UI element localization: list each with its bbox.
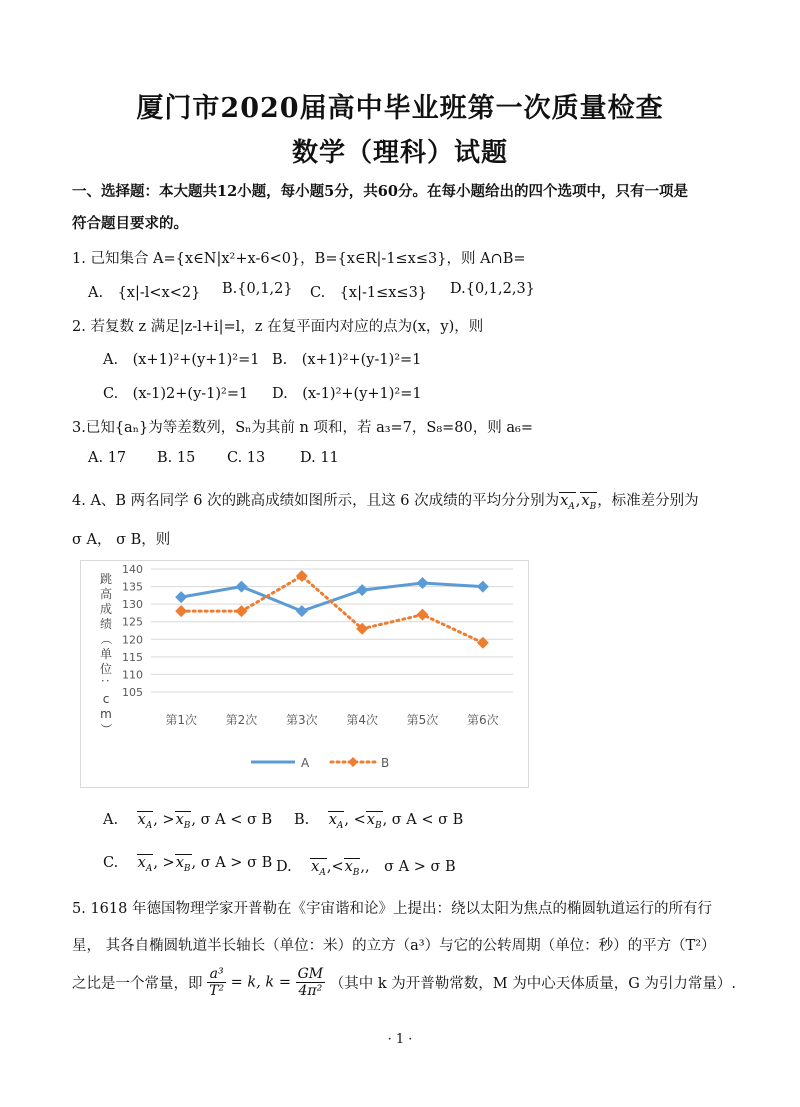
- data-point-B: [417, 609, 429, 621]
- section-heading: 一、选择题：本大题共12小题，每小题5分，共60分。在每小题给出的四个选项中，只有一项是: [72, 183, 688, 200]
- q2-option-d: D. (x-1)²+(y+1)²=1: [272, 386, 422, 402]
- q2-option-a: A. (x+1)²+(y+1)²=1: [103, 352, 260, 368]
- data-point-A: [356, 584, 368, 596]
- y-axis-label-char: 绩: [99, 617, 113, 631]
- q5-line2: 星， 其各自椭圆轨道半长轴长（单位：米）的立方（a³）与它的公转周期（单位：秒）的平方（T²）: [72, 938, 716, 954]
- data-point-A: [175, 591, 187, 603]
- data-point-B: [296, 570, 308, 582]
- y-axis-label-char: 高: [99, 587, 113, 601]
- mean-b: $x_B$: [581, 493, 597, 512]
- formula-fraction-2: $\frac{GM}{\text{4π²}}$: [297, 966, 324, 999]
- y-tick-label: 105: [122, 686, 143, 699]
- q4-option-c: C. $x_A$, $>x_B$, σ A > σ B: [103, 855, 273, 874]
- q2-option-b: B. (x+1)²+(y-1)²=1: [272, 352, 422, 368]
- y-tick-label: 115: [122, 650, 143, 664]
- data-point-A: [477, 581, 489, 593]
- q3-option-b: B. 15: [157, 450, 196, 466]
- q4-stem-text-a: 4. A、B 两名同学 6 次的跳高成绩如图所示，且这 6 次成绩的平均分分别为: [72, 493, 560, 509]
- y-axis-label-char: c: [102, 692, 110, 706]
- q1-option-a: A. {x|-l<x<2}: [88, 285, 201, 301]
- y-tick-label: 125: [122, 615, 143, 629]
- section-heading-cont: 符合题目要求的。: [72, 215, 188, 232]
- data-point-B: [477, 637, 489, 649]
- x-tick-label: 第3次: [286, 713, 318, 727]
- x-tick-label: 第6次: [467, 713, 499, 727]
- mean-a: $x_A$: [560, 493, 575, 512]
- y-tick-label: 140: [122, 563, 143, 576]
- q4-stem: 4. A、B 两名同学 6 次的跳高成绩如图所示，且这 6 次成绩的平均分分别为$x_A,x_B$，标准差分别为: [72, 493, 699, 512]
- y-axis-label-char: （: [99, 632, 113, 646]
- series-line-B: [181, 576, 483, 643]
- q5-line1: 5. 1618 年德国物理学家开普勒在《宇宙谐和论》上提出：绕以太阳为焦点的椭圆轨道运行的所有行: [72, 901, 712, 917]
- line-chart: [81, 561, 528, 787]
- q5-line3: 之比是一个常量，即 $\frac{\text{a³}}{\text{T²}}$ = k, k = $\frac{GM}{\text{4π²}}$ （其中 k 为开普勒常数，M 为中心天体质量，G 为引力常量）.: [72, 966, 736, 999]
- y-axis-label-char: ）: [99, 722, 113, 736]
- q3-stem: 3.已知{aₙ}为等差数列，Sₙ为其前 n 项和，若 a₃=7，S₈=80，则 a₆=: [72, 420, 533, 436]
- x-tick-label: 第5次: [406, 713, 439, 727]
- chart-container: [80, 560, 529, 788]
- q4-option-a: A. $x_A$, $>x_B$, σ A < σ B: [103, 812, 273, 831]
- y-tick-label: 110: [122, 668, 143, 682]
- data-point-A: [236, 581, 248, 593]
- x-tick-label: 第1次: [165, 713, 197, 727]
- y-tick-label: 130: [122, 598, 143, 612]
- q1-option-d: D.{0,1,2,3}: [450, 281, 535, 297]
- y-axis-label-char: 跳: [99, 572, 113, 586]
- page-title: 厦门市2020届高中毕业班第一次质量检查: [136, 93, 664, 124]
- y-axis-label-char: ：: [99, 677, 113, 691]
- q4-stem-cont: σ A， σ B，则: [72, 532, 171, 548]
- y-axis-label-char: 成: [99, 602, 113, 616]
- page-number: · 1 ·: [387, 1032, 413, 1047]
- y-axis-label-char: m: [100, 707, 112, 721]
- q1-option-b: B.{0,1,2}: [222, 281, 293, 297]
- q3-option-d: D. 11: [300, 450, 339, 466]
- q4-option-d: D. $x_A,<x_B$,, σ A > σ B: [276, 859, 456, 878]
- x-tick-label: 第4次: [346, 713, 378, 727]
- data-point-A: [417, 577, 429, 589]
- data-point-A: [296, 605, 308, 617]
- q2-stem: 2. 若复数 z 满足|z-l+i|=l，z 在复平面内对应的点为(x，y)，则: [72, 319, 484, 335]
- q1-stem: 1. 己知集合 A={x∈N|x²+x-6<0}，B={x∈R|-1≤x≤3}，则 A∩B=: [72, 251, 526, 267]
- legend-label-B: B: [381, 756, 390, 770]
- q4-option-b: B. $x_A$, $<x_B$, σ A < σ B: [294, 812, 464, 831]
- legend-marker-B: [348, 757, 358, 767]
- q2-option-c: C. (x-1)2+(y-1)²=1: [103, 386, 249, 402]
- q1-option-c: C. {x|-1≤x≤3}: [310, 285, 428, 301]
- y-tick-label: 135: [122, 580, 143, 594]
- q4-stem-text-b: ，标准差分别为: [597, 493, 699, 509]
- y-axis-label-char: 位: [99, 662, 113, 676]
- q3-option-c: C. 13: [227, 450, 266, 466]
- formula-fraction-1: $\frac{\text{a³}}{\text{T²}}$: [209, 966, 225, 999]
- q3-option-a: A. 17: [88, 450, 127, 466]
- y-tick-label: 120: [122, 633, 143, 647]
- data-point-B: [175, 605, 187, 617]
- page-subtitle: 数学（理科）试题: [291, 138, 508, 168]
- x-tick-label: 第2次: [225, 713, 258, 727]
- data-point-B: [236, 605, 248, 617]
- legend-label-A: A: [301, 756, 310, 770]
- series-line-A: [181, 583, 483, 611]
- y-axis-label-char: 单: [99, 647, 113, 661]
